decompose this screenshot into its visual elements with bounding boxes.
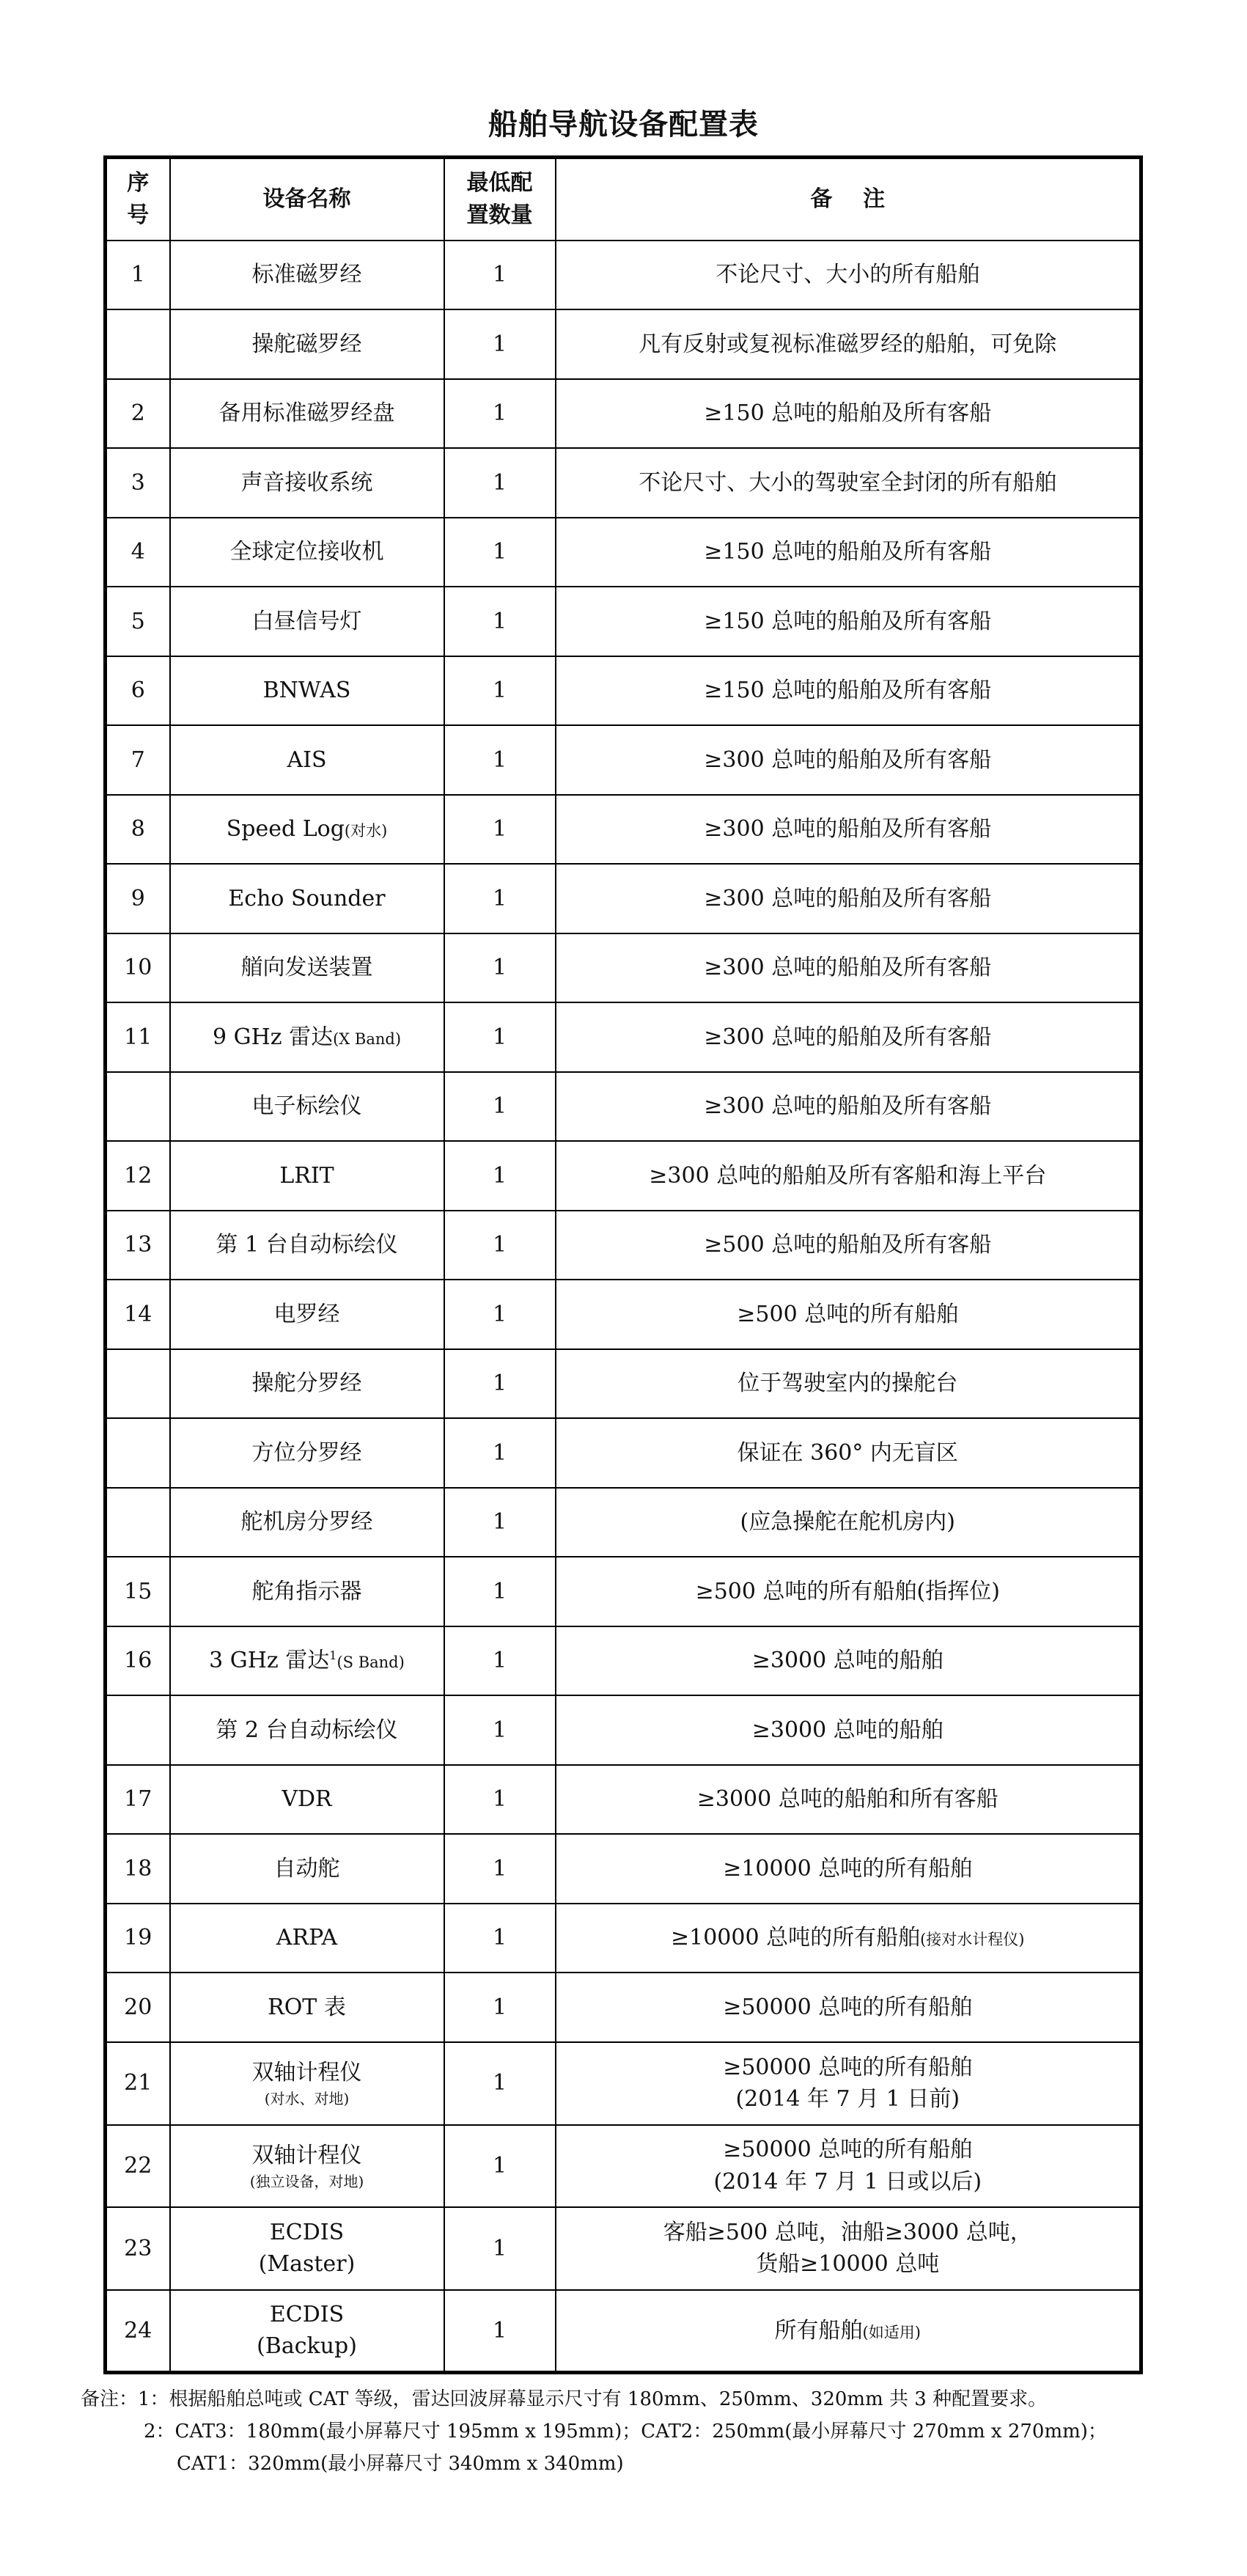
- remark: [556, 1904, 1141, 1973]
- table-row: [106, 1973, 1141, 2042]
- remark-text: 位于驾驶室内的操舵台: [737, 1370, 958, 1397]
- remark-text: 保证在 360° 内无盲区: [737, 1439, 958, 1466]
- equipment-name: [170, 1557, 444, 1626]
- equipment-name-text: 自动舵: [273, 1855, 340, 1882]
- remark-text: 不论尺寸、大小的所有船舶: [716, 262, 980, 287]
- row-number: [106, 1695, 170, 1765]
- equipment-name-line1: 双轴计程仪: [251, 2142, 362, 2168]
- remark-text: 凡有反射或复视标准磁罗经的船舶，可免除: [639, 331, 1057, 357]
- equipment-name: [170, 2042, 444, 2125]
- minimum-quantity: 1: [444, 2207, 556, 2290]
- table-row: [106, 2207, 1141, 2290]
- remark: [556, 1695, 1141, 1765]
- minimum-quantity: 1: [444, 1211, 556, 1280]
- equipment-name-text: ARPA: [276, 1925, 338, 1951]
- row-number: 10: [106, 933, 170, 1003]
- remark: [556, 656, 1141, 726]
- remark: [556, 241, 1141, 310]
- minimum-quantity: 1: [444, 1349, 556, 1419]
- remark-text: ≥500 总吨的所有船舶: [737, 1301, 959, 1327]
- remark-text: ≥3000 总吨的船舶: [751, 1717, 943, 1743]
- minimum-quantity: 1: [444, 448, 556, 518]
- equipment-name: [170, 2207, 444, 2290]
- table-row: [106, 448, 1141, 518]
- table-row: [106, 656, 1141, 726]
- equipment-name-text: Echo Sounder: [228, 885, 386, 911]
- header-remark: 备 注: [556, 158, 1141, 241]
- table-row: [106, 518, 1141, 587]
- remark-text: (应急操舵在舵机房内): [740, 1509, 955, 1535]
- remark-text: ≥300 总吨的船舶及所有客船: [704, 955, 992, 981]
- row-number: 2: [106, 379, 170, 449]
- table-row: [106, 1349, 1141, 1419]
- table-row: [106, 933, 1141, 1003]
- row-number: 22: [106, 2125, 170, 2208]
- minimum-quantity: 1: [444, 1072, 556, 1142]
- row-number: 14: [106, 1280, 170, 1349]
- row-number: 5: [106, 587, 170, 656]
- header-no: [106, 158, 170, 241]
- header-qty: [444, 158, 556, 241]
- equipment-name-text: 艏向发送装置: [240, 955, 373, 981]
- minimum-quantity: 1: [444, 1557, 556, 1626]
- equipment-name: [170, 2125, 444, 2208]
- equipment-name-line1: ECDIS: [269, 2219, 345, 2245]
- equipment-name: [170, 518, 444, 587]
- row-number: 13: [106, 1211, 170, 1280]
- row-number: 1: [106, 241, 170, 310]
- minimum-quantity: 1: [444, 1280, 556, 1349]
- remark: [556, 379, 1141, 449]
- minimum-quantity: 1: [444, 587, 556, 656]
- remark: [556, 1280, 1141, 1349]
- row-number: 15: [106, 1557, 170, 1626]
- remark-text: ≥300 总吨的船舶及所有客船: [704, 746, 992, 773]
- table-row: [106, 1488, 1141, 1557]
- equipment-name: [170, 1973, 444, 2042]
- equipment-name-text: 第 2 台自动标绘仪: [216, 1717, 398, 1743]
- table-row: [106, 795, 1141, 865]
- equipment-name: [170, 795, 444, 865]
- remark-text: ≥500 总吨的船舶及所有客船: [704, 1232, 992, 1258]
- remark-text: ≥500 总吨的所有船舶(指挥位): [695, 1578, 1000, 1604]
- footnote-2: 2：CAT3：180mm(最小屏幕尺寸 195mm x 195mm)；CAT2：250mm(最小屏幕尺寸 270mm x 270mm)；: [144, 2421, 1107, 2443]
- row-number: [106, 1488, 170, 1557]
- equipment-name-text: LRIT: [279, 1162, 334, 1189]
- remark-text: ≥300 总吨的船舶及所有客船和海上平台: [649, 1162, 1047, 1189]
- remark-text: ≥300 总吨的船舶及所有客船: [704, 1093, 992, 1120]
- remark: [556, 1488, 1141, 1557]
- table-row: [106, 2042, 1141, 2125]
- equipment-name-line2: (Master): [258, 2251, 356, 2278]
- equipment-name: [170, 864, 444, 933]
- remark-text: ≥300 总吨的船舶及所有客船: [704, 816, 992, 843]
- remark: [556, 448, 1141, 518]
- table-row: [106, 1626, 1141, 1696]
- equipment-name: [170, 241, 444, 310]
- row-number: 4: [106, 518, 170, 587]
- remark: [556, 309, 1141, 379]
- minimum-quantity: 1: [444, 1626, 556, 1696]
- remark: [556, 1626, 1141, 1696]
- remark-text: ≥150 总吨的船舶及所有客船: [704, 678, 992, 704]
- table-row: [106, 1557, 1141, 1626]
- equipment-name: [170, 1695, 444, 1765]
- equipment-name: [170, 2290, 444, 2373]
- table-row: [106, 1280, 1141, 1349]
- footnote-1: 备注：1：根据船舶总吨或 CAT 等级，雷达回波屏幕显示尺寸有 180mm、250mm、320mm 共 3 种配置要求。: [81, 2388, 1048, 2410]
- remark: [556, 2042, 1141, 2125]
- remark-text: ≥3000 总吨的船舶和所有客船: [696, 1786, 998, 1813]
- equipment-table: [103, 155, 1143, 2374]
- minimum-quantity: 1: [444, 1904, 556, 1973]
- minimum-quantity: 1: [444, 864, 556, 933]
- equipment-name-footnote-mark: 1: [329, 1648, 337, 1663]
- table-row: [106, 2125, 1141, 2208]
- remark: [556, 1072, 1141, 1142]
- equipment-name-note: (X Band): [333, 1030, 402, 1048]
- table-row: [106, 864, 1141, 933]
- equipment-name: [170, 725, 444, 795]
- equipment-name-text: 备用标准磁罗经盘: [218, 400, 395, 427]
- table-row: [106, 2290, 1141, 2373]
- remark-line2: 货船≥10000 总吨: [756, 2251, 940, 2278]
- equipment-name: [170, 1002, 444, 1072]
- minimum-quantity: 1: [444, 1002, 556, 1072]
- equipment-name: [170, 1072, 444, 1142]
- remark: [556, 1349, 1141, 1419]
- equipment-name-line1: 双轴计程仪: [251, 2059, 362, 2085]
- equipment-name: [170, 448, 444, 518]
- table-row: [106, 1141, 1141, 1211]
- remark: [556, 1834, 1141, 1904]
- remark: [556, 1141, 1141, 1211]
- equipment-name-text: 全球定位接收机: [229, 539, 384, 565]
- row-number: 21: [106, 2042, 170, 2125]
- table-row: [106, 1834, 1141, 1904]
- header-no-line1: 序: [127, 170, 150, 197]
- remark: [556, 1002, 1141, 1072]
- equipment-name-text: 操舵分罗经: [251, 1370, 362, 1397]
- remark: [556, 725, 1141, 795]
- row-number: 3: [106, 448, 170, 518]
- row-number: 23: [106, 2207, 170, 2290]
- equipment-name: [170, 656, 444, 726]
- remark-text: ≥10000 总吨的所有船舶: [671, 1925, 921, 1951]
- remark-text: ≥10000 总吨的所有船舶: [723, 1855, 973, 1882]
- equipment-name-note: (独立设备，对地): [249, 2173, 364, 2191]
- equipment-name-text: 标准磁罗经: [251, 262, 362, 287]
- equipment-name: [170, 309, 444, 379]
- remark-note: (接对水计程仪): [920, 1931, 1025, 1949]
- equipment-name-text: AIS: [287, 746, 327, 773]
- table-row: [106, 241, 1141, 310]
- minimum-quantity: 1: [444, 2290, 556, 2373]
- remark-text: ≥50000 总吨的所有船舶: [723, 1994, 973, 2020]
- minimum-quantity: 1: [444, 241, 556, 310]
- minimum-quantity: 1: [444, 1418, 556, 1488]
- equipment-name-line2: (Backup): [257, 2333, 357, 2360]
- minimum-quantity: 1: [444, 1765, 556, 1835]
- row-number: [106, 309, 170, 379]
- remark-line2: (2014 年 7 月 1 日前): [735, 2086, 960, 2113]
- row-number: 17: [106, 1765, 170, 1835]
- equipment-name-text: VDR: [282, 1786, 332, 1813]
- remark-line1: ≥50000 总吨的所有船舶: [723, 2054, 973, 2080]
- minimum-quantity: 1: [444, 2042, 556, 2125]
- minimum-quantity: 1: [444, 1834, 556, 1904]
- row-number: 8: [106, 795, 170, 865]
- header-name: 设备名称: [170, 158, 444, 241]
- remark: [556, 2290, 1141, 2373]
- remark: [556, 795, 1141, 865]
- table-row: [106, 1904, 1141, 1973]
- equipment-name: [170, 1280, 444, 1349]
- remark-text: ≥300 总吨的船舶及所有客船: [704, 885, 992, 911]
- row-number: 24: [106, 2290, 170, 2373]
- remark-text: ≥150 总吨的船舶及所有客船: [704, 608, 992, 634]
- minimum-quantity: 1: [444, 1695, 556, 1765]
- remark-line1: ≥50000 总吨的所有船舶: [723, 2137, 973, 2163]
- equipment-name-text: 舵机房分罗经: [240, 1509, 373, 1535]
- row-number: [106, 1072, 170, 1142]
- minimum-quantity: 1: [444, 1141, 556, 1211]
- equipment-name-text: 第 1 台自动标绘仪: [216, 1232, 398, 1258]
- minimum-quantity: 1: [444, 309, 556, 379]
- remark-line1: 客船≥500 总吨，油船≥3000 总吨，: [663, 2219, 1032, 2245]
- minimum-quantity: 1: [444, 379, 556, 449]
- table-row: [106, 725, 1141, 795]
- remark: [556, 2207, 1141, 2290]
- page-title: 船舶导航设备配置表: [488, 108, 759, 142]
- remark: [556, 1418, 1141, 1488]
- row-number: 16: [106, 1626, 170, 1696]
- remark: [556, 1765, 1141, 1835]
- header-no-line2: 号: [127, 202, 150, 228]
- equipment-name-note: (S Band): [336, 1654, 405, 1672]
- equipment-name: [170, 1141, 444, 1211]
- header-qty-line2: 置数量: [466, 202, 533, 228]
- equipment-name: [170, 1626, 444, 1696]
- table-row: [106, 1695, 1141, 1765]
- remark: [556, 1973, 1141, 2042]
- row-number: 19: [106, 1904, 170, 1973]
- equipment-name: [170, 1904, 444, 1973]
- equipment-name: [170, 1765, 444, 1835]
- table-header-row: [106, 158, 1141, 241]
- equipment-name-text: BNWAS: [262, 678, 351, 704]
- equipment-name-text: 3 GHz 雷达: [209, 1648, 330, 1674]
- footnotes: [81, 2383, 1180, 2480]
- equipment-name: [170, 933, 444, 1003]
- row-number: [106, 1418, 170, 1488]
- equipment-name-text: 白昼信号灯: [251, 608, 362, 634]
- minimum-quantity: 1: [444, 795, 556, 865]
- equipment-name-note: (对水): [344, 822, 388, 840]
- row-number: 11: [106, 1002, 170, 1072]
- equipment-name: [170, 1349, 444, 1419]
- table-row: [106, 379, 1141, 449]
- equipment-name-text: 电罗经: [273, 1301, 340, 1327]
- equipment-name-text: 声音接收系统: [240, 469, 373, 496]
- remark-text: ≥300 总吨的船舶及所有客船: [704, 1024, 992, 1050]
- equipment-name: [170, 1834, 444, 1904]
- equipment-name-text: 操舵磁罗经: [251, 331, 362, 357]
- footnote-3: CAT1：320mm(最小屏幕尺寸 340mm x 340mm): [177, 2453, 624, 2475]
- minimum-quantity: 1: [444, 725, 556, 795]
- table-row: [106, 309, 1141, 379]
- row-number: 7: [106, 725, 170, 795]
- minimum-quantity: 1: [444, 518, 556, 587]
- row-number: 18: [106, 1834, 170, 1904]
- remark: [556, 587, 1141, 656]
- row-number: 20: [106, 1973, 170, 2042]
- equipment-name: [170, 1488, 444, 1557]
- remark-text: ≥150 总吨的船舶及所有客船: [704, 400, 992, 427]
- equipment-name-note: (对水、对地): [264, 2090, 350, 2108]
- equipment-name-text: ROT 表: [268, 1994, 346, 2020]
- remark-text: ≥150 总吨的船舶及所有客船: [704, 539, 992, 565]
- table-row: [106, 1211, 1141, 1280]
- minimum-quantity: 1: [444, 1488, 556, 1557]
- equipment-name-text: 电子标绘仪: [251, 1093, 362, 1120]
- remark: [556, 1211, 1141, 1280]
- equipment-name-text: 舵角指示器: [251, 1578, 362, 1604]
- remark: [556, 518, 1141, 587]
- equipment-name: [170, 1211, 444, 1280]
- remark-text: ≥3000 总吨的船舶: [751, 1648, 943, 1674]
- row-number: 12: [106, 1141, 170, 1211]
- table-row: [106, 1002, 1141, 1072]
- row-number: [106, 1349, 170, 1419]
- equipment-name-text: Speed Log: [226, 816, 345, 843]
- table-row: [106, 587, 1141, 656]
- remark-line2: (2014 年 7 月 1 日或以后): [713, 2168, 982, 2195]
- remark-note: (如适用): [862, 2323, 921, 2341]
- remark: [556, 933, 1141, 1003]
- equipment-name: [170, 379, 444, 449]
- remark-text: 不论尺寸、大小的驾驶室全封闭的所有船舶: [639, 469, 1057, 496]
- table-row: [106, 1072, 1141, 1142]
- minimum-quantity: 1: [444, 933, 556, 1003]
- row-number: 6: [106, 656, 170, 726]
- table-row: [106, 1418, 1141, 1488]
- remark: [556, 1557, 1141, 1626]
- equipment-name-text: 方位分罗经: [251, 1439, 362, 1466]
- row-number: 9: [106, 864, 170, 933]
- remark-text: 所有船舶: [774, 2317, 863, 2344]
- table-row: [106, 1765, 1141, 1835]
- minimum-quantity: 1: [444, 656, 556, 726]
- equipment-name-line1: ECDIS: [269, 2301, 345, 2327]
- remark: [556, 864, 1141, 933]
- equipment-name: [170, 1418, 444, 1488]
- minimum-quantity: 1: [444, 2125, 556, 2208]
- minimum-quantity: 1: [444, 1973, 556, 2042]
- equipment-name: [170, 587, 444, 656]
- remark: [556, 2125, 1141, 2208]
- header-qty-line1: 最低配: [466, 170, 533, 197]
- equipment-name-text: 9 GHz 雷达: [212, 1024, 334, 1050]
